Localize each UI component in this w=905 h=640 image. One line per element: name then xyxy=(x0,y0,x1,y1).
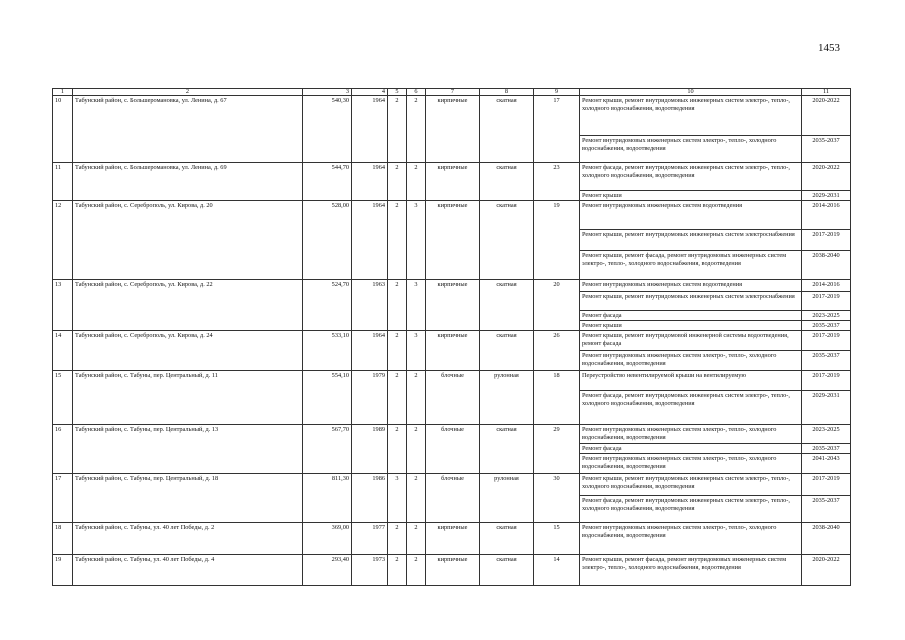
table-row xyxy=(53,163,851,191)
address-cell: Табунский район, с. Табуны, пер. Центральный, д. 18 xyxy=(73,474,303,523)
year-cell: 1964 xyxy=(352,331,388,371)
work-period-cell: 2017-2019 xyxy=(802,331,851,351)
walls-material-cell: кирпичные xyxy=(426,280,480,331)
year-cell: 1964 xyxy=(352,96,388,163)
table-row xyxy=(53,280,851,292)
area-cell: 524,70 xyxy=(303,280,352,331)
roof-type-cell: скатная xyxy=(480,201,534,280)
address-cell: Табунский район, с. Большеромановка, ул. Ленина, д. 67 xyxy=(73,96,303,163)
floors-cell: 2 xyxy=(388,331,407,371)
work-period-cell: 2029-2031 xyxy=(802,391,851,425)
apartments-cell: 20 xyxy=(534,280,580,331)
work-type-cell: Ремонт крыши xyxy=(580,321,802,331)
roof-type-cell: скатная xyxy=(480,331,534,371)
floors-cell: 2 xyxy=(388,96,407,163)
work-type-cell: Ремонт крыши, ремонт внутридомовых инженерных систем электроснабжения xyxy=(580,230,802,251)
roof-type-cell: скатная xyxy=(480,163,534,201)
walls-material-cell: блочные xyxy=(426,425,480,474)
entrances-cell: 3 xyxy=(407,331,426,371)
work-type-cell: Ремонт внутридомовых инженерных систем электро-, тепло-, холодного водоснабжения, водоотведения xyxy=(580,523,802,555)
work-type-cell: Ремонт фасада, ремонт внутридомовых инженерных систем электро-, тепло-, холодного водоснабжения, водоотведения xyxy=(580,496,802,523)
roof-type-cell: рулонная xyxy=(480,474,534,523)
column-header: 8 xyxy=(480,89,534,96)
work-type-cell: Ремонт внутридомовых инженерных систем водоотведения xyxy=(580,280,802,292)
column-header: 7 xyxy=(426,89,480,96)
column-header: 11 xyxy=(802,89,851,96)
work-type-cell: Ремонт крыши, ремонт внутридомовых инженерных систем электро-, тепло-, холодного водоснабжения, водоотведения xyxy=(580,474,802,496)
work-period-cell: 2035-2037 xyxy=(802,444,851,454)
column-header: 10 xyxy=(580,89,802,96)
year-cell: 1964 xyxy=(352,201,388,280)
area-cell: 369,00 xyxy=(303,523,352,555)
repair-schedule-table xyxy=(52,88,851,586)
floors-cell: 2 xyxy=(388,201,407,280)
area-cell: 811,30 xyxy=(303,474,352,523)
work-type-cell: Ремонт внутридомовых инженерных систем электро-, тепло-, холодного водоснабжения, водоотведения xyxy=(580,136,802,163)
work-period-cell: 2020-2022 xyxy=(802,163,851,191)
year-cell: 1964 xyxy=(352,163,388,201)
row-number-cell: 17 xyxy=(53,474,73,523)
work-period-cell: 2017-2019 xyxy=(802,371,851,391)
column-header: 1 xyxy=(53,89,73,96)
row-number-cell: 16 xyxy=(53,425,73,474)
table-row xyxy=(53,474,851,496)
row-number-cell: 11 xyxy=(53,163,73,201)
floors-cell: 2 xyxy=(388,280,407,331)
table-row xyxy=(53,96,851,136)
work-period-cell: 2035-2037 xyxy=(802,351,851,371)
year-cell: 1986 xyxy=(352,474,388,523)
entrances-cell: 2 xyxy=(407,96,426,163)
address-cell: Табунский район, с. Табуны, ул. 40 лет Победы, д. 4 xyxy=(73,555,303,586)
walls-material-cell: кирпичные xyxy=(426,201,480,280)
work-type-cell: Ремонт фасада xyxy=(580,444,802,454)
work-type-cell: Ремонт крыши xyxy=(580,191,802,201)
work-period-cell: 2023-2025 xyxy=(802,425,851,444)
walls-material-cell: кирпичные xyxy=(426,96,480,163)
year-cell: 1977 xyxy=(352,523,388,555)
apartments-cell: 14 xyxy=(534,555,580,586)
work-period-cell: 2029-2031 xyxy=(802,191,851,201)
apartments-cell: 17 xyxy=(534,96,580,163)
table-row xyxy=(53,331,851,351)
area-cell: 528,00 xyxy=(303,201,352,280)
apartments-cell: 26 xyxy=(534,331,580,371)
work-period-cell: 2014-2016 xyxy=(802,201,851,230)
work-type-cell: Ремонт крыши, ремонт внутридомовых инженерных систем электро-, тепло-, холодного водоснабжения, водоотведения xyxy=(580,96,802,136)
year-cell: 1989 xyxy=(352,425,388,474)
work-period-cell: 2038-2040 xyxy=(802,523,851,555)
work-type-cell: Ремонт внутридомовых инженерных систем водоотведения xyxy=(580,201,802,230)
work-period-cell: 2017-2019 xyxy=(802,474,851,496)
apartments-cell: 19 xyxy=(534,201,580,280)
entrances-cell: 2 xyxy=(407,163,426,201)
roof-type-cell: скатная xyxy=(480,96,534,163)
table-row xyxy=(53,555,851,586)
work-type-cell: Ремонт крыши, ремонт фасада, ремонт внутридомовых инженерных систем электро-, тепло-, холодного водоснабжения, водоотведения xyxy=(580,251,802,280)
work-type-cell: Ремонт внутридомовых инженерных систем электро-, тепло-, холодного водоснабжения, водоотведения xyxy=(580,351,802,371)
work-type-cell: Ремонт фасада, ремонт внутридомовых инженерных систем электро-, тепло-, холодного водоснабжения, водоотведения xyxy=(580,391,802,425)
walls-material-cell: кирпичные xyxy=(426,523,480,555)
address-cell: Табунский район, с. Табуны, ул. 40 лет Победы, д. 2 xyxy=(73,523,303,555)
entrances-cell: 3 xyxy=(407,201,426,280)
floors-cell: 2 xyxy=(388,523,407,555)
column-header: 2 xyxy=(73,89,303,96)
work-period-cell: 2041-2043 xyxy=(802,454,851,474)
work-type-cell: Ремонт крыши, ремонт внутридомовой инженерной системы водоотведения, ремонт фасада xyxy=(580,331,802,351)
floors-cell: 2 xyxy=(388,555,407,586)
work-period-cell: 2035-2037 xyxy=(802,321,851,331)
column-header: 3 xyxy=(303,89,352,96)
apartments-cell: 18 xyxy=(534,371,580,425)
work-type-cell: Ремонт крыши, ремонт внутридомовых инженерных систем электроснабжения xyxy=(580,292,802,311)
table-row xyxy=(53,371,851,391)
table-body xyxy=(53,96,851,586)
roof-type-cell: рулонная xyxy=(480,371,534,425)
address-cell: Табунский район, с. Табуны, пер. Центральный, д. 11 xyxy=(73,371,303,425)
work-type-cell: Ремонт крыши, ремонт фасада, ремонт внутридомовых инженерных систем электро-, тепло-, холодного водоснабжения, водоотведения xyxy=(580,555,802,586)
address-cell: Табунский район, с. Сереброполь, ул. Кирова, д. 20 xyxy=(73,201,303,280)
apartments-cell: 15 xyxy=(534,523,580,555)
entrances-cell: 3 xyxy=(407,280,426,331)
area-cell: 554,10 xyxy=(303,371,352,425)
row-number-cell: 12 xyxy=(53,201,73,280)
year-cell: 1979 xyxy=(352,371,388,425)
row-number-cell: 13 xyxy=(53,280,73,331)
column-number-row xyxy=(53,89,851,96)
column-header: 5 xyxy=(388,89,407,96)
entrances-cell: 2 xyxy=(407,555,426,586)
area-cell: 533,10 xyxy=(303,331,352,371)
address-cell: Табунский район, с. Большеромановка, ул. Ленина, д. 69 xyxy=(73,163,303,201)
work-type-cell: Ремонт фасада xyxy=(580,311,802,321)
work-period-cell: 2014-2016 xyxy=(802,280,851,292)
floors-cell: 2 xyxy=(388,425,407,474)
area-cell: 544,70 xyxy=(303,163,352,201)
column-header: 6 xyxy=(407,89,426,96)
work-period-cell: 2017-2019 xyxy=(802,292,851,311)
roof-type-cell: скатная xyxy=(480,555,534,586)
walls-material-cell: блочные xyxy=(426,474,480,523)
apartments-cell: 29 xyxy=(534,425,580,474)
apartments-cell: 23 xyxy=(534,163,580,201)
walls-material-cell: блочные xyxy=(426,371,480,425)
year-cell: 1973 xyxy=(352,555,388,586)
work-type-cell: Ремонт внутридомовых инженерных систем электро-, тепло-, холодного водоснабжения, водоотведения xyxy=(580,454,802,474)
walls-material-cell: кирпичные xyxy=(426,163,480,201)
entrances-cell: 2 xyxy=(407,474,426,523)
column-header: 4 xyxy=(352,89,388,96)
walls-material-cell: кирпичные xyxy=(426,555,480,586)
work-period-cell: 2020-2022 xyxy=(802,555,851,586)
row-number-cell: 15 xyxy=(53,371,73,425)
table-row xyxy=(53,523,851,555)
work-type-cell: Ремонт внутридомовых инженерных систем электро-, тепло-, холодного водоснабжения, водоотведения xyxy=(580,425,802,444)
floors-cell: 3 xyxy=(388,474,407,523)
area-cell: 567,70 xyxy=(303,425,352,474)
roof-type-cell: скатная xyxy=(480,280,534,331)
page-number: 1453 xyxy=(818,42,840,54)
address-cell: Табунский район, с. Сереброполь, ул. Кирова, д. 24 xyxy=(73,331,303,371)
entrances-cell: 2 xyxy=(407,425,426,474)
roof-type-cell: скатная xyxy=(480,425,534,474)
work-period-cell: 2035-2037 xyxy=(802,136,851,163)
work-period-cell: 2020-2022 xyxy=(802,96,851,136)
floors-cell: 2 xyxy=(388,371,407,425)
work-period-cell: 2017-2019 xyxy=(802,230,851,251)
work-period-cell: 2038-2040 xyxy=(802,251,851,280)
walls-material-cell: кирпичные xyxy=(426,331,480,371)
work-type-cell: Ремонт фасада, ремонт внутридомовых инженерных систем электро-, тепло-, холодного водоснабжения, водоотведения xyxy=(580,163,802,191)
row-number-cell: 10 xyxy=(53,96,73,163)
entrances-cell: 2 xyxy=(407,523,426,555)
row-number-cell: 14 xyxy=(53,331,73,371)
work-period-cell: 2035-2037 xyxy=(802,496,851,523)
table-row xyxy=(53,201,851,230)
work-period-cell: 2023-2025 xyxy=(802,311,851,321)
row-number-cell: 19 xyxy=(53,555,73,586)
floors-cell: 2 xyxy=(388,163,407,201)
table-row xyxy=(53,425,851,444)
area-cell: 540,30 xyxy=(303,96,352,163)
entrances-cell: 2 xyxy=(407,371,426,425)
address-cell: Табунский район, с. Табуны, пер. Центральный, д. 13 xyxy=(73,425,303,474)
address-cell: Табунский район, с. Сереброполь, ул. Кирова, д. 22 xyxy=(73,280,303,331)
area-cell: 293,40 xyxy=(303,555,352,586)
column-header: 9 xyxy=(534,89,580,96)
roof-type-cell: скатная xyxy=(480,523,534,555)
apartments-cell: 30 xyxy=(534,474,580,523)
year-cell: 1963 xyxy=(352,280,388,331)
work-type-cell: Переустройство невентилируемой крыши на вентилируемую xyxy=(580,371,802,391)
row-number-cell: 18 xyxy=(53,523,73,555)
